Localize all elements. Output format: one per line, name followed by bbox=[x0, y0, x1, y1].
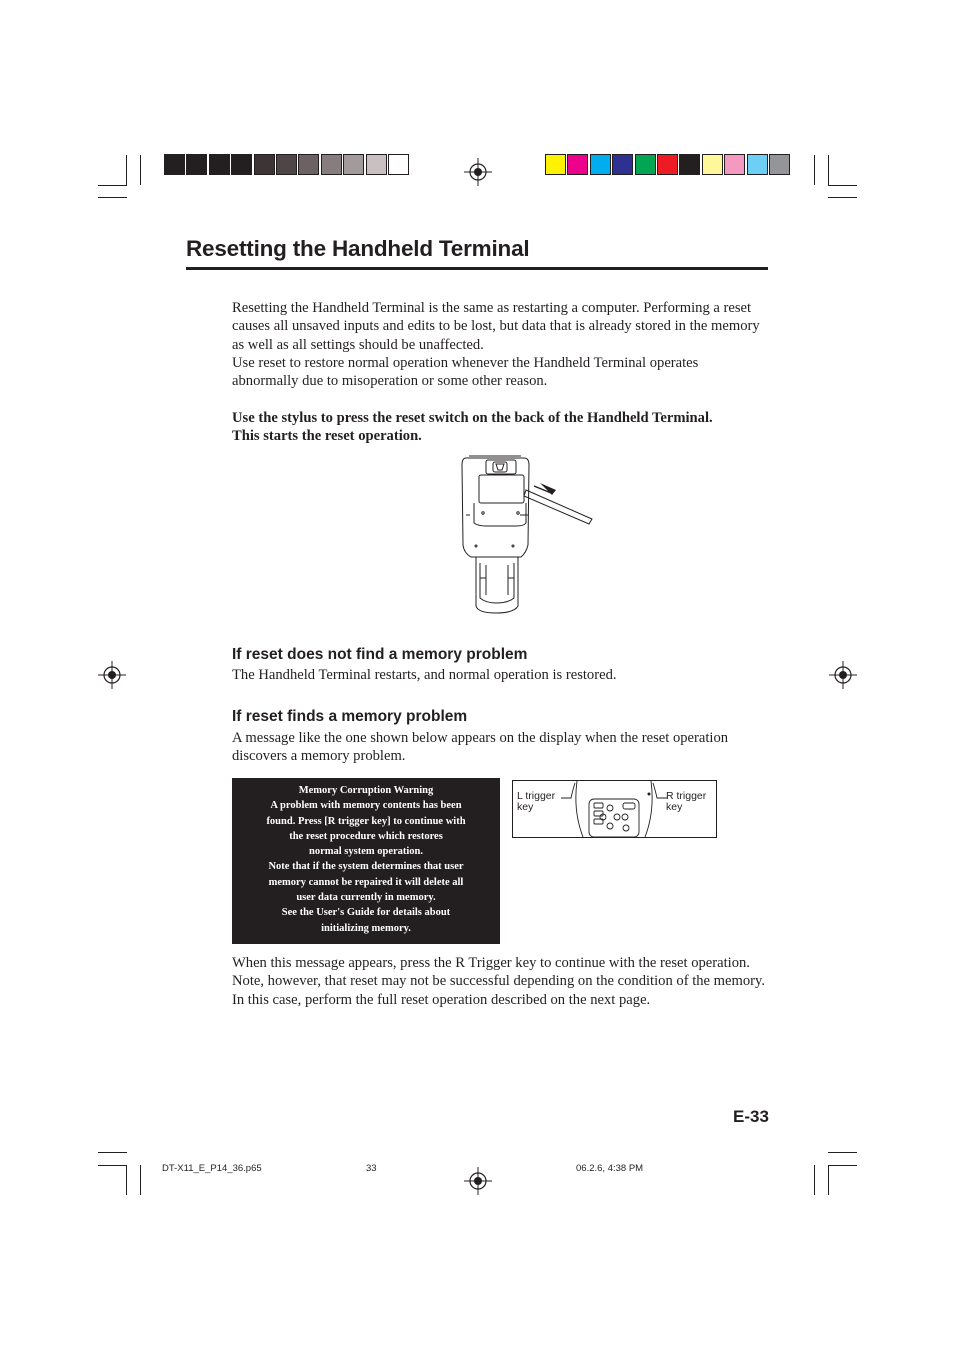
section-body-no-problem: The Handheld Terminal restarts, and normal operation is restored. bbox=[232, 667, 617, 683]
color-swatch bbox=[635, 154, 656, 175]
gray-swatch bbox=[343, 154, 364, 175]
footer-date: 06.2.6, 4:38 PM bbox=[576, 1163, 644, 1174]
color-swatch bbox=[679, 154, 700, 175]
footer-page: 33 bbox=[366, 1163, 377, 1174]
color-swatch bbox=[747, 154, 768, 175]
gray-swatch bbox=[209, 154, 230, 175]
warning-line: memory cannot be repaired it will delete all bbox=[268, 876, 464, 888]
color-swatch bbox=[769, 154, 790, 175]
gray-swatch bbox=[231, 154, 252, 175]
handheld-terminal-back-illustration bbox=[456, 453, 596, 618]
color-swatch bbox=[545, 154, 566, 175]
gray-swatch bbox=[164, 154, 185, 175]
section-heading-no-problem: If reset does not find a memory problem bbox=[232, 646, 528, 663]
warning-line: user data currently in memory. bbox=[296, 892, 436, 904]
color-swatch bbox=[724, 154, 745, 175]
registration-mark-icon bbox=[98, 661, 126, 689]
registration-mark-icon bbox=[464, 1167, 492, 1195]
title-rule bbox=[186, 267, 768, 270]
instruction-line-2: This starts the reset operation. bbox=[232, 428, 422, 445]
warning-line: Memory Corruption Warning bbox=[298, 785, 434, 796]
color-swatch bbox=[702, 154, 723, 175]
intro-paragraph-2: Use reset to restore normal operation whenever the Handheld Terminal operates abnormally due to misoperation or some other reason. bbox=[232, 354, 699, 390]
gray-swatch bbox=[298, 154, 319, 175]
warning-line: the reset procedure which restores bbox=[289, 830, 443, 842]
page-number: E-33 bbox=[733, 1107, 769, 1126]
gray-swatch bbox=[254, 154, 275, 175]
warning-line: A problem with memory contents has been bbox=[270, 800, 462, 812]
warning-line: See the User's Guide for details about bbox=[281, 907, 451, 919]
color-swatch bbox=[567, 154, 588, 175]
gray-swatch bbox=[276, 154, 297, 175]
memory-corruption-warning-screen bbox=[232, 778, 500, 944]
intro-text bbox=[232, 299, 767, 390]
instruction-line-1: Use the stylus to press the reset switch on the back of the Handheld Terminal. bbox=[232, 410, 713, 426]
gray-swatch bbox=[321, 154, 342, 175]
terminal-front-icon bbox=[559, 781, 669, 837]
section-heading-memory-problem: If reset finds a memory problem bbox=[232, 708, 468, 725]
warning-line: Note that if the system determines that user bbox=[268, 861, 464, 873]
gray-swatch bbox=[186, 154, 207, 175]
warning-line: initializing memory. bbox=[321, 922, 411, 934]
section-body-memory-problem: A message like the one shown below appears on the display when the reset operation discovers a memory problem. bbox=[232, 730, 729, 765]
gray-swatch bbox=[388, 154, 409, 175]
gray-swatch bbox=[366, 154, 387, 175]
trigger-keys-illustration bbox=[512, 780, 717, 838]
color-swatch bbox=[590, 154, 611, 175]
color-swatch bbox=[612, 154, 633, 175]
closing-paragraph: When this message appears, press the R Trigger key to continue with the reset operation. Note, however, that reset may not be successful depending on the condition of the memory. In this case, perform the full reset operation described on the next page. bbox=[232, 955, 766, 1008]
color-swatch bbox=[657, 154, 678, 175]
warning-line: found. Press [R trigger key] to continue with bbox=[266, 815, 466, 827]
footer-filename: DT-X11_E_P14_36.p65 bbox=[162, 1163, 262, 1174]
registration-mark-icon bbox=[829, 661, 857, 689]
reset-instruction bbox=[232, 409, 767, 446]
warning-line: normal system operation. bbox=[308, 846, 424, 858]
registration-mark-icon bbox=[464, 158, 492, 186]
r-trigger-label: R trigger key bbox=[666, 790, 707, 813]
page-title: Resetting the Handheld Terminal bbox=[186, 236, 530, 261]
intro-paragraph-1: Resetting the Handheld Terminal is the same as restarting a computer. Performing a reset causes all unsaved inputs and edits to be lost, but data that is already stored in the memory as well as all settings should be unaffected. bbox=[232, 300, 760, 353]
l-trigger-label: L trigger key bbox=[517, 790, 556, 813]
